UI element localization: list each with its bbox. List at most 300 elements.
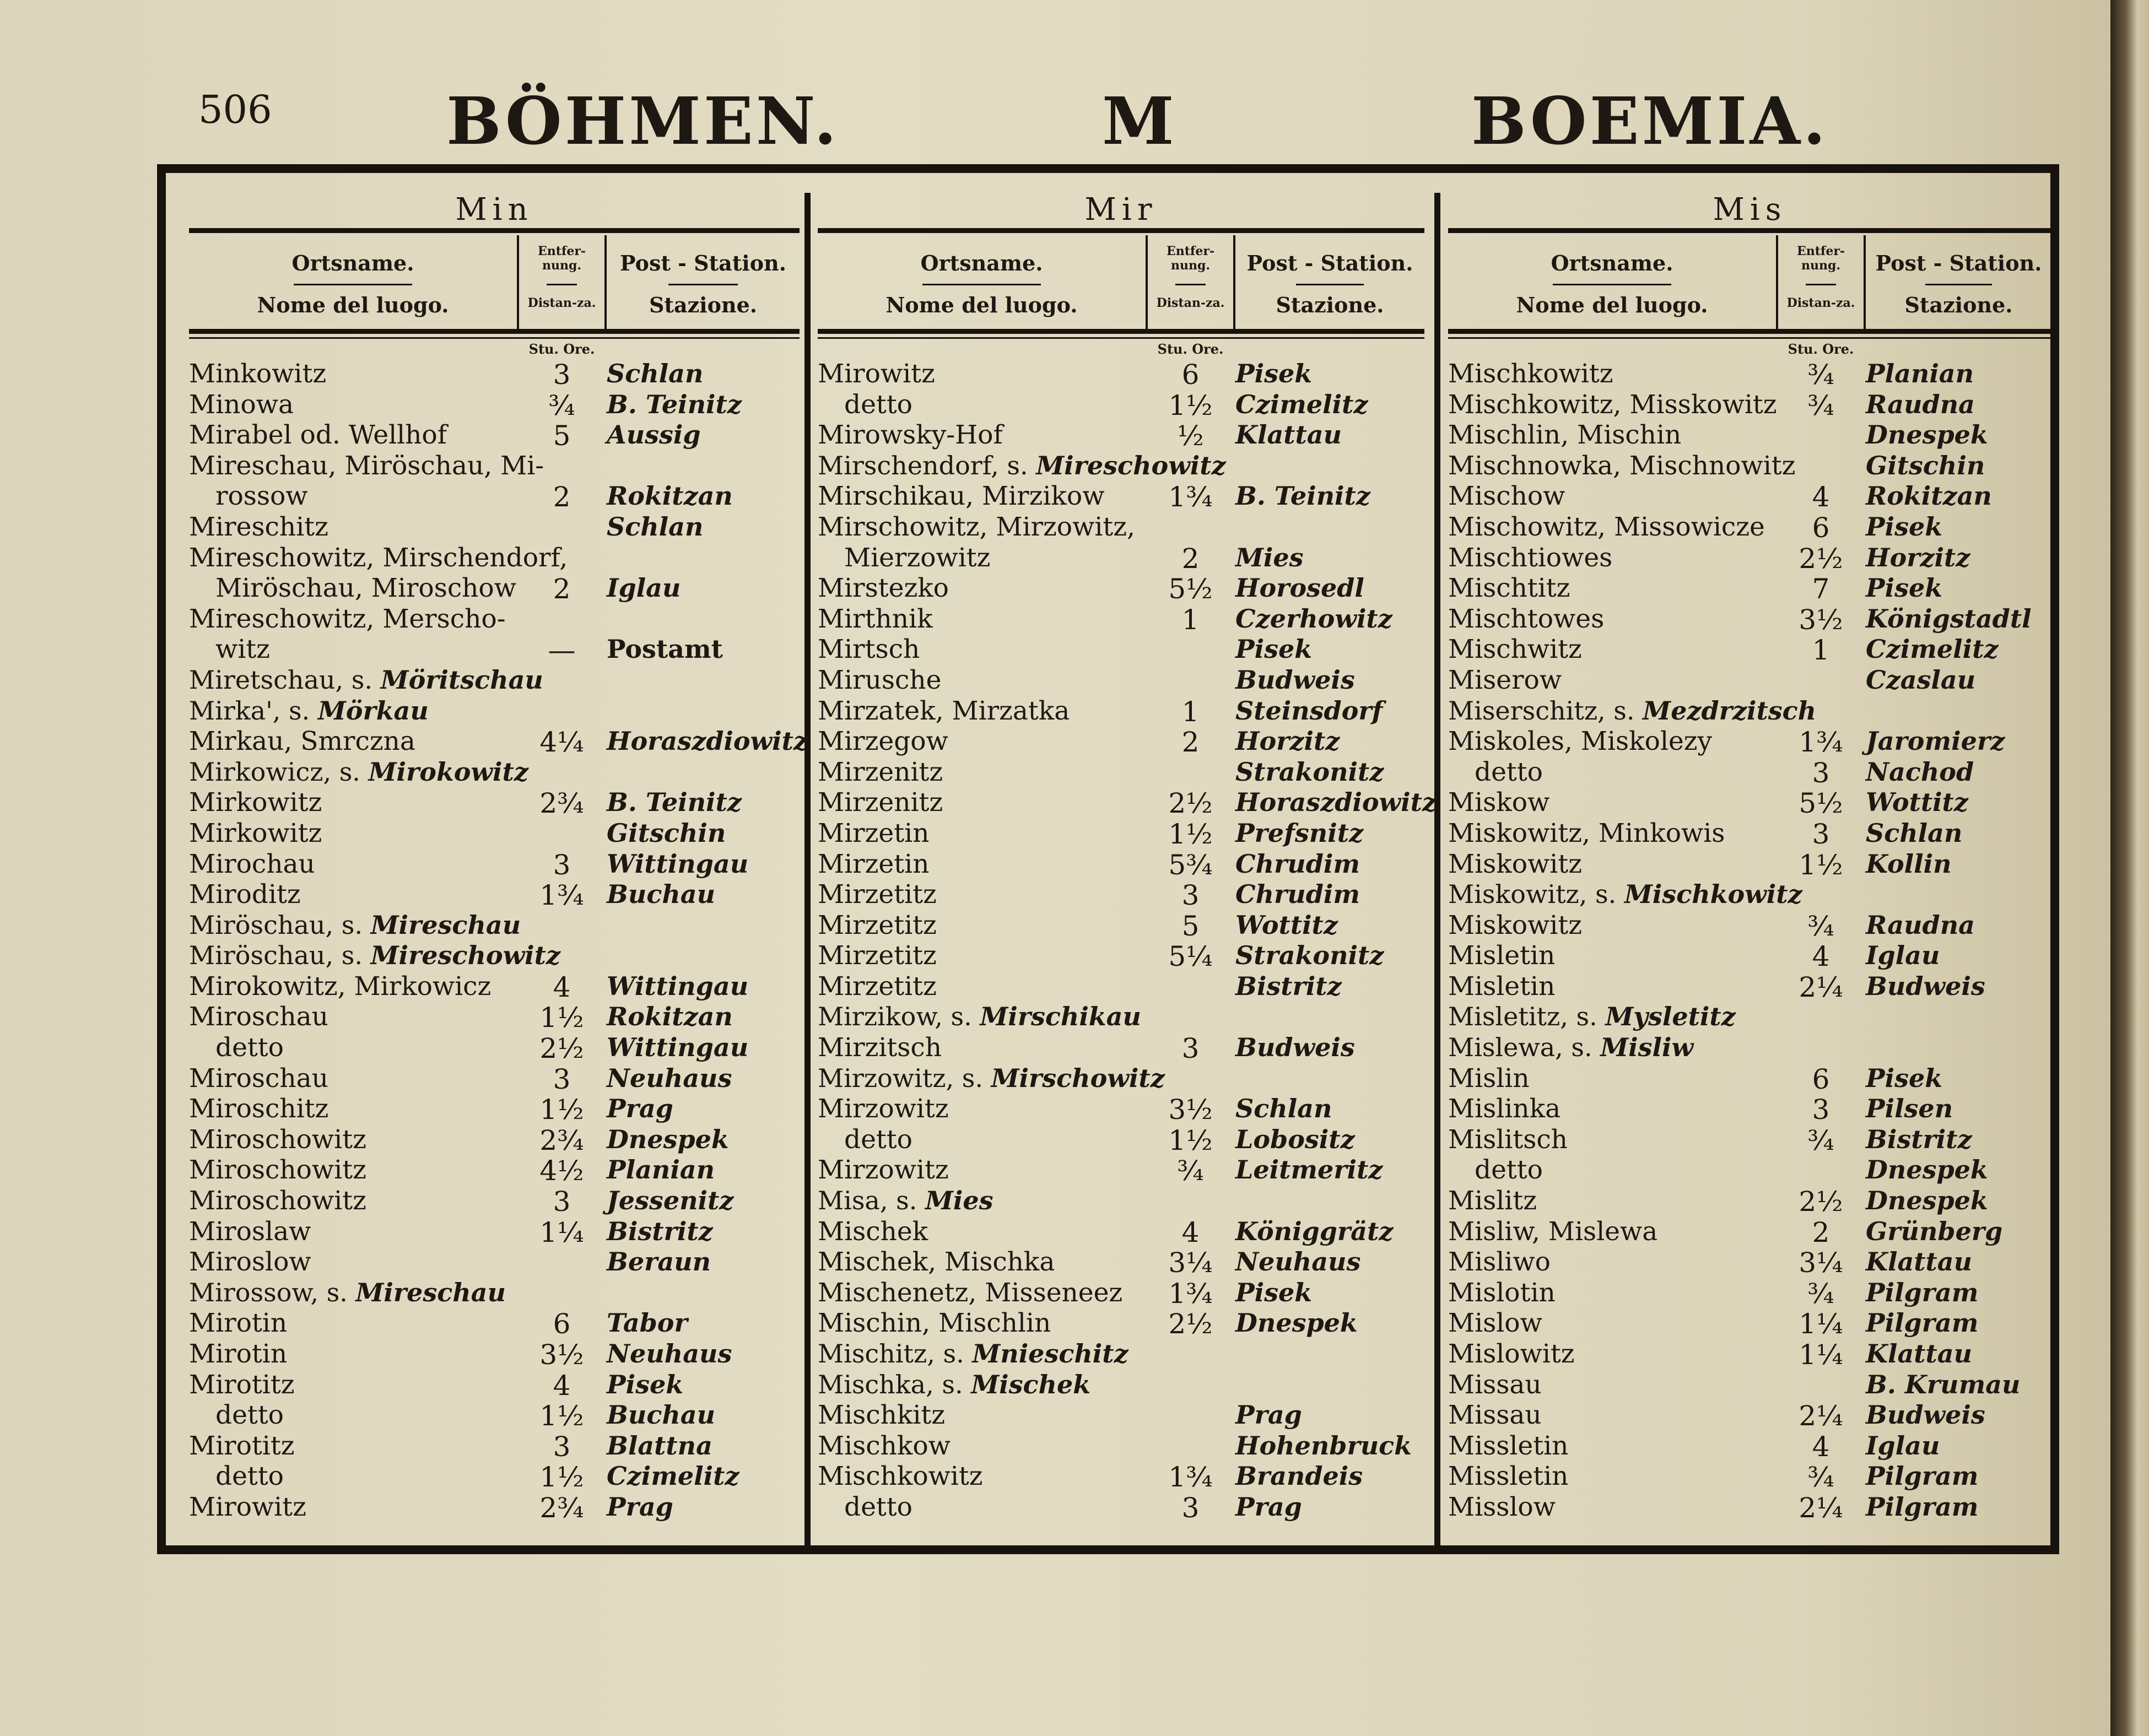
entry-name: Mirzowitz xyxy=(818,1155,949,1186)
table-row xyxy=(818,787,1437,820)
entry-name: Mischowitz, Missowicze xyxy=(1448,511,1765,542)
entry-name: detto xyxy=(215,1461,284,1492)
entry-distance: 5 xyxy=(1181,910,1200,942)
entry-post-station: Budweis xyxy=(1866,1400,1985,1430)
entry-name: Misliw, Mislewa xyxy=(1448,1216,1658,1247)
entry-post-station: Postamt xyxy=(607,634,723,664)
entry-name: Misa, s. xyxy=(818,1186,917,1216)
entry-post-station: Aussig xyxy=(607,420,701,450)
table-row xyxy=(1448,1063,2051,1094)
entry-name: Miskowitz xyxy=(1448,848,1582,879)
table-row xyxy=(1448,1186,2051,1216)
entry-post-station: Pisek xyxy=(1866,511,1943,542)
entry-post-station: Czimelitz xyxy=(1866,634,1999,664)
entry-name: Mirtsch xyxy=(818,634,920,665)
entry-post-station: Jaromierz xyxy=(1866,726,2005,756)
header-dist-de: Entfer-nung. xyxy=(1166,244,1215,273)
table-row xyxy=(189,634,800,665)
entry-distance: 1½ xyxy=(539,1002,584,1034)
table-row xyxy=(818,1308,1424,1339)
table-row xyxy=(818,1063,1424,1094)
entry-name: Miroslow xyxy=(189,1247,311,1278)
table-row xyxy=(818,818,1424,849)
table-row xyxy=(1448,1278,2051,1308)
table-row xyxy=(818,604,1424,635)
table-row xyxy=(1448,1339,2051,1370)
header-dist-it: Distan-za. xyxy=(1156,296,1225,310)
entry-name: Miröschau, s. xyxy=(189,940,363,971)
entry-distance: 5½ xyxy=(1168,573,1213,605)
entry-name: Miröschau, Miroschow xyxy=(215,573,516,604)
entry-post-station: Raudna xyxy=(1866,910,1975,940)
entry-post-station: Tabor xyxy=(607,1308,688,1338)
units-label: Stu. Ore. xyxy=(528,341,595,357)
units-label: Stu. Ore. xyxy=(1788,341,1854,357)
table-row xyxy=(189,879,800,910)
reference-target: Mischkowitz xyxy=(1624,879,1802,910)
entry-name: Mislotin xyxy=(1448,1277,1556,1308)
entry-post-station: Neuhaus xyxy=(607,1339,732,1369)
cross-reference xyxy=(818,1063,1165,1093)
entry-distance: 3¼ xyxy=(1799,1247,1843,1279)
entry-name: Mirzitsch xyxy=(818,1032,942,1063)
table-row xyxy=(189,1400,800,1431)
entry-post-station: Pisek xyxy=(1235,1277,1313,1307)
reference-target: Mezdrzitsch xyxy=(1643,695,1817,726)
index-letter: M xyxy=(1102,83,1177,159)
entry-name: Miskowitz, Minkowis xyxy=(1448,818,1725,848)
entry-name: Mirschowitz, Mirzowitz, xyxy=(818,511,1135,542)
entry-post-station: Pilgram xyxy=(1866,1277,1979,1307)
entry-post-station: Buchau xyxy=(607,879,716,910)
column-min xyxy=(189,192,808,1524)
table-row xyxy=(1448,757,2051,788)
cross-reference xyxy=(189,665,543,695)
entry-post-station: Pisek xyxy=(607,1369,684,1399)
entry-distance: 4½ xyxy=(539,1155,584,1187)
entry-post-station: Prag xyxy=(607,1491,673,1522)
header-distance xyxy=(519,235,607,329)
entry-post-station: Chrudim xyxy=(1235,879,1360,910)
header-dist-it: Distan-za. xyxy=(1786,296,1855,310)
entry-name: rossow xyxy=(215,481,308,512)
entry-distance: 2½ xyxy=(1799,542,1843,575)
header-distance xyxy=(1148,235,1235,329)
entry-distance: 1½ xyxy=(1799,848,1843,881)
table-row xyxy=(1448,1370,2051,1400)
table-row xyxy=(1448,818,2051,849)
entry-name: Mierzowitz xyxy=(844,542,991,573)
reference-target: Mireschau xyxy=(370,910,521,940)
entry-post-station: Klattau xyxy=(1866,1339,1973,1369)
table-row xyxy=(818,757,1424,788)
entry-name: Mirkowitz xyxy=(189,818,322,848)
entry-name: Mislow xyxy=(1448,1308,1542,1339)
reference-target: Mireschau xyxy=(355,1277,506,1307)
entry-distance: 4 xyxy=(553,1369,571,1402)
cross-reference xyxy=(189,757,528,787)
column-divider xyxy=(804,193,811,1548)
entry-post-station: Czaslau xyxy=(1866,664,1976,695)
reference-target: Mischek xyxy=(971,1369,1091,1399)
entry-name: Mischnowka, Mischnowitz xyxy=(1448,450,1796,481)
entry-name: Mirotin xyxy=(189,1339,288,1369)
entry-list xyxy=(189,359,808,1524)
table-row xyxy=(818,451,1424,482)
header-place xyxy=(189,235,519,329)
entry-post-station: Pilgram xyxy=(1866,1491,1979,1522)
entry-distance: 2½ xyxy=(1799,1186,1843,1218)
table-row xyxy=(1448,940,2051,971)
table-row xyxy=(189,1186,800,1216)
table-row xyxy=(818,573,1424,604)
entry-name: Mischek xyxy=(818,1216,928,1247)
units-row xyxy=(189,337,800,359)
cross-reference xyxy=(1448,879,1802,909)
entry-post-station: Prag xyxy=(1235,1491,1302,1522)
entry-post-station: Dnespek xyxy=(1866,1155,1988,1185)
entry-distance: 2¾ xyxy=(539,787,584,820)
entry-name: Mirzetitz xyxy=(818,879,937,910)
entry-distance: 3½ xyxy=(1799,603,1843,636)
reference-target: Mirschikau xyxy=(980,1002,1141,1032)
entry-distance: 1 xyxy=(1812,634,1830,667)
table-row xyxy=(1448,390,2051,420)
entry-post-station: B. Teinitz xyxy=(607,389,742,419)
entry-name: detto xyxy=(1475,756,1543,787)
header-place-de: Ortsname. xyxy=(1551,251,1673,275)
table-row xyxy=(1448,573,2051,604)
table-row xyxy=(1448,420,2051,451)
entry-distance: 1½ xyxy=(539,1400,584,1432)
entry-post-station: Buchau xyxy=(607,1400,716,1430)
entry-name: Misletitz, s. xyxy=(1448,1002,1597,1032)
entry-name: Missletin xyxy=(1448,1461,1569,1492)
entry-distance: 2½ xyxy=(539,1032,584,1065)
entry-name: Minowa xyxy=(189,389,294,420)
table-row xyxy=(1448,1155,2051,1186)
column-header xyxy=(1448,235,2051,334)
table-row xyxy=(818,1216,1424,1247)
entry-distance: ¾ xyxy=(548,389,575,421)
table-row xyxy=(818,849,1424,880)
entry-distance: 7 xyxy=(1812,573,1830,605)
entry-post-station: Horzitz xyxy=(1866,542,1970,572)
table-row xyxy=(818,1278,1424,1308)
entry-distance: — xyxy=(548,634,576,667)
table-row xyxy=(1448,481,2051,512)
header-place-de: Ortsname. xyxy=(920,251,1043,275)
table-row xyxy=(818,665,1424,696)
entry-post-station: Gitschin xyxy=(1866,450,1985,480)
entry-distance: 3 xyxy=(1181,879,1200,912)
entry-post-station: Budweis xyxy=(1235,1032,1355,1063)
entry-distance: 3 xyxy=(1812,818,1830,850)
reference-target: Misliw xyxy=(1600,1032,1694,1063)
table-row xyxy=(818,1032,1424,1063)
entry-distance: 3¼ xyxy=(1168,1247,1213,1279)
table-row xyxy=(1448,359,2051,390)
table-row xyxy=(818,940,1424,971)
entry-name: Mirzetin xyxy=(818,848,930,879)
entry-distance: 1¼ xyxy=(1799,1339,1843,1371)
table-row xyxy=(818,1492,1424,1523)
table-row xyxy=(189,818,800,849)
entry-name: Miroditz xyxy=(189,879,301,910)
entry-name: Mirossow, s. xyxy=(189,1277,348,1307)
entry-post-station: Rokitzan xyxy=(607,481,733,511)
entry-name: Miskow xyxy=(1448,787,1550,818)
entry-post-station: Pisek xyxy=(1235,634,1313,664)
table-row xyxy=(189,451,800,482)
table-row xyxy=(189,940,800,971)
entry-name: Miroschowitz xyxy=(189,1124,366,1155)
entry-post-station: Iglau xyxy=(1866,1430,1940,1461)
table-row xyxy=(818,1339,1424,1370)
entry-name: Misletin xyxy=(1448,940,1556,971)
cross-reference xyxy=(818,451,1226,480)
entry-name: Misletin xyxy=(1448,971,1556,1002)
entry-name: detto xyxy=(215,1400,284,1431)
table-row xyxy=(189,420,800,451)
entry-name: Mischwitz xyxy=(1448,634,1582,665)
entry-post-station: Strakonitz xyxy=(1235,940,1384,971)
units-label: Stu. Ore. xyxy=(1157,341,1224,357)
entry-distance: 1¾ xyxy=(539,879,584,912)
table-row xyxy=(189,787,800,818)
entry-distance: 5½ xyxy=(1799,787,1843,820)
cross-reference xyxy=(189,940,560,970)
header-place-it: Nome del luogo. xyxy=(1516,293,1708,317)
cross-reference xyxy=(818,1370,1090,1399)
entry-post-station: Strakonitz xyxy=(1235,756,1384,787)
table-row xyxy=(1448,543,2051,574)
table-row xyxy=(1448,1308,2051,1339)
entry-distance: 3 xyxy=(553,848,571,881)
entry-post-station: Gitschin xyxy=(607,818,726,848)
header-place xyxy=(818,235,1148,329)
table-row xyxy=(1448,451,2051,482)
entry-post-station: Nachod xyxy=(1866,756,1974,787)
table-row xyxy=(818,420,1424,451)
entry-post-station: Blattna xyxy=(607,1430,712,1461)
entry-name: Mirzenitz xyxy=(818,787,943,818)
reference-target: Mies xyxy=(925,1186,993,1216)
entry-name: Miroschau xyxy=(189,1063,328,1094)
entry-distance: 3½ xyxy=(539,1339,584,1371)
entry-post-station: Raudna xyxy=(1866,389,1975,419)
entry-distance: ¾ xyxy=(1807,389,1834,421)
entry-post-station: Pilsen xyxy=(1866,1094,1953,1124)
entry-name: Mischek, Mischka xyxy=(818,1247,1055,1278)
entry-name: Mislin xyxy=(1448,1063,1530,1094)
entry-name: Miroschitz xyxy=(189,1094,329,1124)
table-row xyxy=(1448,1002,2051,1032)
entry-name: Mirowitz xyxy=(189,1491,306,1522)
entry-name: Mislitz xyxy=(1448,1186,1537,1216)
table-row xyxy=(818,879,1424,910)
entry-post-station: Neuhaus xyxy=(607,1063,732,1093)
entry-name: Mirabel od. Wellhof xyxy=(189,420,447,451)
entry-post-station: Lobositz xyxy=(1235,1124,1355,1154)
cross-reference xyxy=(189,696,429,726)
table-row xyxy=(189,512,800,543)
table-row xyxy=(818,1124,1424,1155)
entry-name: Mirthnik xyxy=(818,603,933,634)
table-row xyxy=(189,1094,800,1124)
entry-post-station: Planian xyxy=(1866,359,1974,388)
reference-target: Möritschau xyxy=(380,664,543,695)
header-post-de: Post - Station. xyxy=(1246,251,1413,275)
entry-name: Misliwo xyxy=(1448,1247,1551,1278)
entry-name: Mislitsch xyxy=(1448,1124,1568,1155)
entry-name: Mislowitz xyxy=(1448,1339,1575,1369)
table-row xyxy=(189,726,808,759)
entry-name: Mischenetz, Misseneez xyxy=(818,1277,1123,1308)
entry-post-station: Horzitz xyxy=(1235,726,1340,756)
entry-name: Mischin, Mischlin xyxy=(818,1308,1051,1339)
entry-distance: 3½ xyxy=(1168,1094,1213,1126)
section-heading: Mir xyxy=(818,193,1424,233)
entry-distance: 3 xyxy=(1181,1491,1200,1524)
table-row xyxy=(189,1247,800,1278)
column-mir xyxy=(818,192,1437,1524)
entry-name: Mirstezko xyxy=(818,573,949,604)
entry-post-station: Wottitz xyxy=(1235,910,1338,940)
entry-post-station: Dnespek xyxy=(1866,1186,1988,1216)
entry-distance: 5¼ xyxy=(1168,940,1213,973)
entry-name: detto xyxy=(844,1124,912,1155)
entry-post-station: Steinsdorf xyxy=(1235,695,1383,726)
entry-name: Mirschikau, Mirzikow xyxy=(818,481,1105,512)
entry-name: Mirzikow, s. xyxy=(818,1002,972,1032)
header-dist-de: Entfer-nung. xyxy=(537,244,586,273)
table-row xyxy=(1448,665,2051,696)
header-place-de: Ortsname. xyxy=(291,251,414,275)
table-row xyxy=(189,1278,800,1308)
table-row xyxy=(1448,1124,2051,1155)
table-row xyxy=(1448,726,2051,757)
table-row xyxy=(189,849,800,880)
table-row xyxy=(189,757,800,788)
table-row xyxy=(1448,849,2051,880)
entry-distance: 4 xyxy=(1812,1430,1830,1463)
entry-post-station: Prag xyxy=(607,1094,673,1124)
entry-post-station: Leitmeritz xyxy=(1235,1155,1383,1185)
entry-name: Mirschendorf, s. xyxy=(818,450,1028,480)
entry-post-station: Chrudim xyxy=(1235,848,1360,879)
entry-distance: 1½ xyxy=(1168,818,1213,850)
entry-distance: 5 xyxy=(553,420,571,452)
header-post xyxy=(1235,235,1424,329)
entry-name: Miroslaw xyxy=(189,1216,311,1247)
entry-name: Mirzetin xyxy=(818,818,930,848)
table-row xyxy=(189,665,800,696)
entry-name: Miroschau xyxy=(189,1002,328,1032)
entry-distance: 2 xyxy=(553,481,571,513)
entry-distance: 4 xyxy=(553,971,571,1003)
entry-name: detto xyxy=(844,389,912,420)
entry-post-station: Königgrätz xyxy=(1235,1216,1394,1246)
entry-distance: 1½ xyxy=(539,1461,584,1494)
entry-post-station: Jessenitz xyxy=(607,1186,734,1216)
entry-distance: 4¼ xyxy=(539,726,584,759)
entry-post-station: Czerhowitz xyxy=(1235,603,1392,634)
table-row xyxy=(1448,1247,2051,1278)
table-row xyxy=(1448,1094,2051,1124)
entry-distance: 4 xyxy=(1812,940,1830,973)
header-dist-de: Entfer-nung. xyxy=(1796,244,1845,273)
table-row xyxy=(818,1094,1424,1124)
entry-distance: 4 xyxy=(1181,1216,1200,1248)
entry-name: Mischka, s. xyxy=(818,1369,963,1399)
entry-name: Mireschowitz, Mirschendorf, xyxy=(189,542,568,573)
table-row xyxy=(189,573,800,604)
entry-distance: 2¼ xyxy=(1799,971,1843,1003)
entry-distance: 5¾ xyxy=(1168,848,1213,881)
entry-name: Mireschau, Miröschau, Mi- xyxy=(189,450,544,481)
header-post-de: Post - Station. xyxy=(1875,251,2042,275)
entry-post-station: Schlan xyxy=(1235,1094,1332,1124)
entry-name: Mischkowitz xyxy=(818,1461,983,1492)
table-row xyxy=(818,1186,1424,1216)
entry-post-station: Pisek xyxy=(1235,359,1313,388)
table-frame xyxy=(157,164,2059,1554)
entry-name: Mirusche xyxy=(818,664,942,695)
table-row xyxy=(1448,696,2051,727)
entry-name: Miserow xyxy=(1448,664,1562,695)
entry-name: Miskoles, Miskolezy xyxy=(1448,726,1713,757)
entry-distance: 1¼ xyxy=(1799,1308,1843,1340)
table-row xyxy=(189,481,800,512)
entry-post-station: Rokitzan xyxy=(607,1002,733,1032)
entry-name: Miröschau, s. xyxy=(189,910,363,940)
table-row xyxy=(189,696,800,727)
entry-name: Mislinka xyxy=(1448,1094,1561,1124)
entry-name: Mireschitz xyxy=(189,511,328,542)
header-post-it: Stazione. xyxy=(649,293,757,317)
table-row xyxy=(1448,1431,2051,1462)
entry-distance: ¾ xyxy=(1807,1277,1834,1310)
entry-name: Mirotin xyxy=(189,1308,288,1339)
entry-post-station: Bistritz xyxy=(1866,1124,1972,1154)
table-row xyxy=(1448,879,2051,910)
units-row xyxy=(818,337,1424,359)
entry-name: Mirzetitz xyxy=(818,940,937,971)
table-row xyxy=(189,1124,800,1155)
table-row xyxy=(1448,604,2051,635)
entry-post-station: Planian xyxy=(607,1155,715,1185)
entry-distance: ¾ xyxy=(1807,910,1834,942)
entry-distance: 1¼ xyxy=(539,1216,584,1248)
entry-distance: 6 xyxy=(1812,1063,1830,1095)
table-row xyxy=(818,1370,1424,1400)
table-row xyxy=(818,512,1424,543)
entry-post-station: Iglau xyxy=(1866,940,1940,971)
reference-target: Mnieschitz xyxy=(972,1339,1129,1369)
entry-name: Mirotitz xyxy=(189,1369,295,1400)
cross-reference xyxy=(1448,1002,1736,1031)
entry-distance: 6 xyxy=(1812,511,1830,544)
entry-distance: 1¾ xyxy=(1168,1461,1213,1494)
entry-post-station: Pisek xyxy=(1866,573,1943,603)
entry-name: Mireschowitz, Merscho- xyxy=(189,603,506,634)
title-german: BÖHMEN. xyxy=(446,83,840,159)
entry-post-station: Wittingau xyxy=(607,971,749,1001)
entry-distance: 3 xyxy=(553,1430,571,1463)
entry-list xyxy=(1448,359,2051,1523)
entry-name: Mischkowitz xyxy=(1448,359,1613,389)
